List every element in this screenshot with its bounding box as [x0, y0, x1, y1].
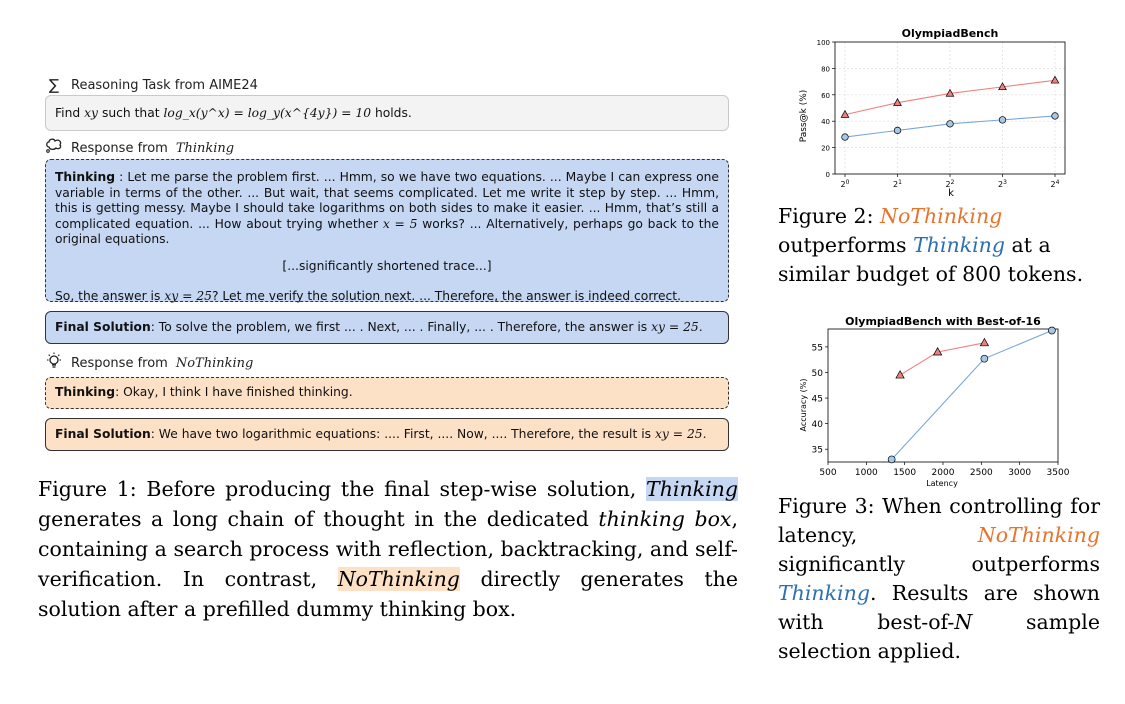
response-thinking-header: Response from Thinking [45, 138, 234, 158]
chart1-ylabel: Pass@k (%) [799, 89, 809, 143]
chart1-xtick-label: $2^1$ [893, 179, 902, 189]
thinking-answer: So, the answer is xy = 25? Let me verify the solution next. ... Therefore, the answer is indeed correct. [55, 288, 682, 303]
chart1-xtick-label: $2^0$ [840, 179, 850, 189]
chart2-xtick-label: 1000 [854, 468, 878, 478]
chart2-ytick-label: 55 [811, 343, 823, 354]
chart2-xtick-label: 3500 [1046, 468, 1070, 478]
chart2-xtick-label: 3000 [1008, 468, 1032, 478]
chart1-ytick-label: 40 [821, 118, 830, 127]
chart1-point-thinking [1052, 113, 1059, 120]
chart1-xtick-label: $2^2$ [945, 179, 955, 189]
sigma-icon: ∑ [48, 76, 60, 94]
chart1-point-thinking [842, 134, 849, 141]
chart1-point-thinking [947, 121, 954, 128]
chart2-point-thinking [1048, 327, 1055, 334]
chart2-series-line-nothinking [900, 343, 984, 375]
chart1-ytick-label: 80 [821, 65, 830, 74]
response-nothinking-header: Response from NoThinking [45, 352, 253, 374]
thinking-final-solution-box: Final Solution: To solve the problem, we first ... . Next, ... . Finally, ... . Therefore, the answer is xy = 25. [45, 311, 729, 344]
chart1-ytick-label: 100 [816, 39, 830, 47]
lightbulb-icon [45, 352, 63, 374]
nothinking-thinking-box: Thinking: Okay, I think I have finished thinking. [45, 377, 729, 409]
task-header: ∑ Reasoning Task from AIME24 [45, 76, 258, 94]
chart2-ylabel: Accuracy (%) [799, 378, 808, 432]
chart2-point-nothinking [980, 339, 988, 346]
chart1-xtick-label: $2^3$ [998, 179, 1007, 189]
olympiadbench-passk-chart [790, 22, 1090, 200]
chart2-point-nothinking [896, 371, 904, 378]
shortened-trace-note: [...significantly shortened trace...] [282, 258, 492, 273]
thinking-trace-box [45, 159, 729, 302]
chart2-frame [828, 329, 1058, 462]
chart2-series-line-thinking [892, 331, 1052, 460]
chart2-ytick-label: 40 [811, 420, 823, 431]
chart1-point-thinking [999, 117, 1006, 124]
chart1-xlabel: k [948, 188, 954, 199]
chart1-ytick-label: 0 [825, 171, 830, 179]
figure2-caption: Figure 2: NoThinking outperforms Thinking at a similar budget of 800 tokens. [778, 204, 1084, 286]
chart1-series-line-nothinking [845, 80, 1055, 114]
chart2-ytick-label: 45 [811, 394, 823, 405]
chart2-ytick-label: 35 [811, 445, 823, 456]
chart2-xtick-label: 2500 [969, 468, 993, 478]
chart2-point-thinking [981, 355, 988, 362]
chart1-point-nothinking [1051, 76, 1059, 83]
thinking-trace-text: Thinking : Let me parse the problem first. ... Hmm, so we have two equations. ... Maybe I can express one variable in terms of the other. ... But wait, that seems complicated. Let me write it step by step. ... Hmm, this is getting messy. Maybe I should take logarithms on both sides to make it easier. ... Hmm, that’s still a complicated equation. ... How about trying whether x = 5 works? ... Alternatively, perhaps go back to the original equations. [55, 170, 719, 247]
chart1-point-thinking [894, 127, 901, 134]
chart2-xtick-label: 500 [819, 468, 837, 478]
nothinking-final-solution-box: Final Solution: We have two logarithmic equations: .... First, .... Now, .... Therefore, the result is xy = 25. [45, 418, 729, 451]
chart1-xtick-label: $2^4$ [1050, 179, 1060, 189]
olympiadbench-best16-chart [780, 310, 1090, 490]
chart1-ytick-label: 20 [821, 144, 830, 153]
thought-bubble-icon [45, 138, 63, 158]
chart2-ytick-label: 50 [811, 368, 823, 379]
chart2-xlabel: Latency [926, 479, 958, 488]
chart2-title: OlympiadBench with Best-of-16 [845, 315, 1041, 328]
chart1-ytick-label: 60 [821, 91, 830, 100]
chart2-point-thinking [888, 456, 895, 463]
chart1-title: OlympiadBench [901, 27, 999, 40]
task-box: Find xy such that log_x(y^x) = log_y(x^{4y}) = 10 holds. [45, 95, 729, 131]
figure3-caption: Figure 3: When controlling for latency, NoThinking significantly outperforms Thinking. Results are shown with best-of-N sample selection applied. [778, 494, 1100, 663]
chart2-xtick-label: 2000 [931, 468, 955, 478]
chart2-xtick-label: 1500 [893, 468, 917, 478]
figure1-caption: Figure 1: Before producing the final step-wise solution, Thinking generates a long chain of thought in the dedicated thinking box, containing a search process with reflection, backtracking, and self-verification. In contrast, NoThinking directly generates the solution after a prefilled dummy thinking box. [38, 477, 739, 621]
